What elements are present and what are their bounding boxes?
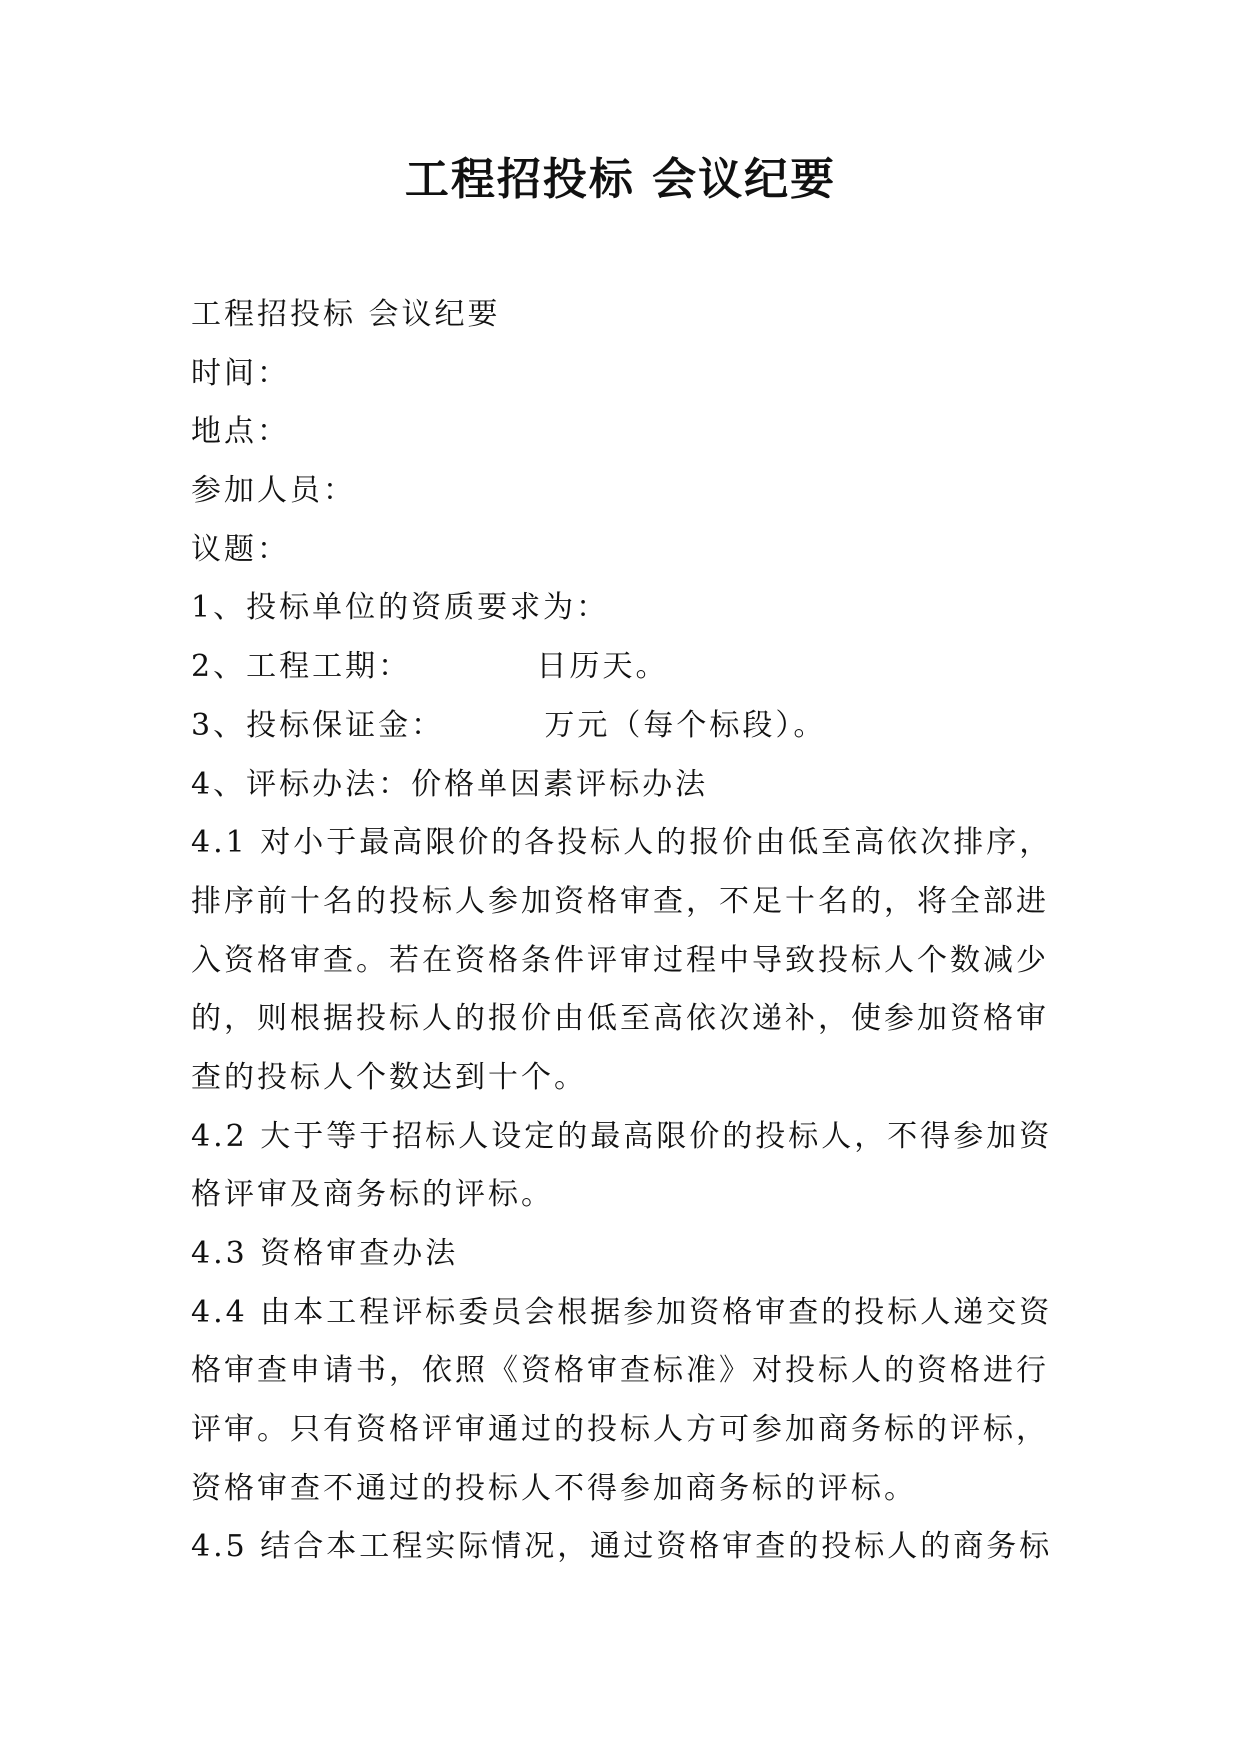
body-line: 4.5 结合本工程实际情况，通过资格审查的投标人的商务标 [191,1529,1053,1565]
body-line: 时间： [191,355,290,391]
body-line: 4.4 由本工程评标委员会根据参加资格审查的投标人递交资 [191,1294,1053,1330]
body-line: 1、投标单位的资质要求为： [191,590,610,626]
body-line: 4.1 对小于最高限价的各投标人的报价由低至高依次排序， [191,825,1053,861]
body-line: 参加人员： [191,473,356,509]
body-line: 评审。只有资格评审通过的投标人方可参加商务标的评标， [191,1412,1049,1448]
body-line: 4、评标办法：价格单因素评标办法 [191,766,709,802]
body-line: 地点： [191,414,290,450]
body-line: 议题： [191,531,290,567]
body-line: 2、工程工期： 日历天。 [191,649,669,685]
body-line: 排序前十名的投标人参加资格审查，不足十名的，将全部进 [191,883,1049,919]
body-line: 入资格审查。若在资格条件评审过程中导致投标人个数减少 [191,942,1049,978]
body-line: 格评审及商务标的评标。 [191,1177,554,1213]
body-line: 3、投标保证金： 万元（每个标段）。 [191,707,827,743]
body-line: 查的投标人个数达到十个。 [191,1059,587,1095]
body-line: 的，则根据投标人的报价由低至高依次递补，使参加资格审 [191,1001,1049,1037]
document-body [191,286,1091,1577]
body-line: 格审查申请书，依照《资格审查标准》对投标人的资格进行 [191,1353,1049,1389]
body-line: 工程招投标 会议纪要 [191,297,501,332]
body-line: 资格审查不通过的投标人不得参加商务标的评标。 [191,1470,917,1506]
document-title: 工程招投标 会议纪要 [404,154,837,205]
body-line: 4.3 资格审查办法 [191,1236,459,1271]
body-line: 4.2 大于等于招标人设定的最高限价的投标人，不得参加资 [191,1118,1053,1154]
